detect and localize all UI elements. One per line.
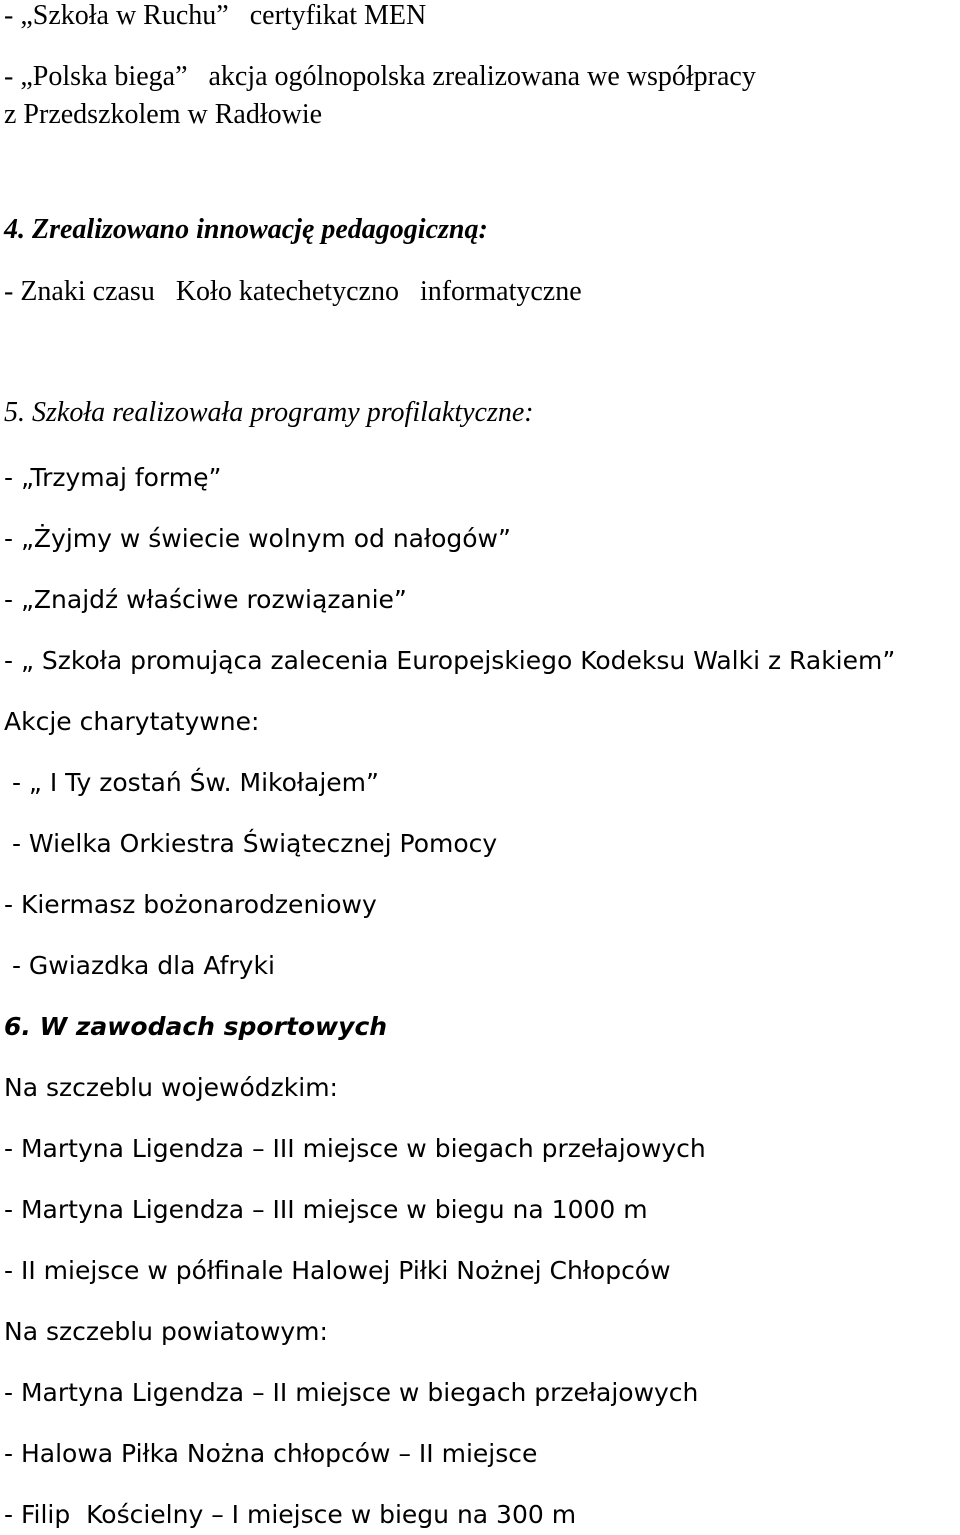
charity-item: - Kiermasz bożonarodzeniowy (4, 890, 377, 919)
result-item: - Martyna Ligendza – II miejsce w biegach przełajowych (4, 1378, 699, 1407)
result-item: - Filip Kościelny – I miejsce w biegu na 300 m (4, 1500, 577, 1529)
section-6-heading: 6. W zawodach sportowych (4, 1012, 388, 1041)
result-item: - Martyna Ligendza – III miejsce w biegu na 1000 m (4, 1195, 648, 1224)
section-5-heading: 5. Szkoła realizowała programy profilaktyczne: (4, 397, 534, 428)
charity-item: - „ I Ty zostań Św. Mikołajem” (4, 768, 379, 797)
charity-item: - Gwiazdka dla Afryki (4, 951, 275, 980)
list-item-polska-biega-cont: z Przedszkolem w Radłowie (4, 99, 323, 130)
result-item: - Halowa Piłka Nożna chłopców – II miejsce (4, 1439, 538, 1468)
result-item: - II miejsce w półfinale Halowej Piłki Nożnej Chłopców (4, 1256, 671, 1285)
list-item-szkola-w-ruchu: - „Szkoła w Ruchu” certyfikat MEN (4, 0, 427, 31)
section-4-heading: 4. Zrealizowano innowację pedagogiczną: (4, 214, 488, 245)
list-item-znaki-czasu: - Znaki czasu Koło katechetyczno informatyczne (4, 276, 582, 307)
voivodeship-heading: Na szczeblu wojewódzkim: (4, 1073, 338, 1102)
charity-item: - Wielka Orkiestra Świątecznej Pomocy (4, 829, 498, 858)
program-item: - „Znajdź właściwe rozwiązanie” (4, 585, 407, 614)
county-heading: Na szczeblu powiatowym: (4, 1317, 328, 1346)
list-item-polska-biega: - „Polska biega” akcja ogólnopolska zrealizowana we współpracy (4, 61, 756, 92)
program-item: - „Trzymaj formę” (4, 463, 222, 492)
result-item: - Martyna Ligendza – III miejsce w biegach przełajowych (4, 1134, 706, 1163)
charity-heading: Akcje charytatywne: (4, 707, 260, 736)
program-item: - „ Szkoła promująca zalecenia Europejskiego Kodeksu Walki z Rakiem” (4, 646, 896, 675)
program-item: - „Żyjmy w świecie wolnym od nałogów” (4, 524, 511, 553)
